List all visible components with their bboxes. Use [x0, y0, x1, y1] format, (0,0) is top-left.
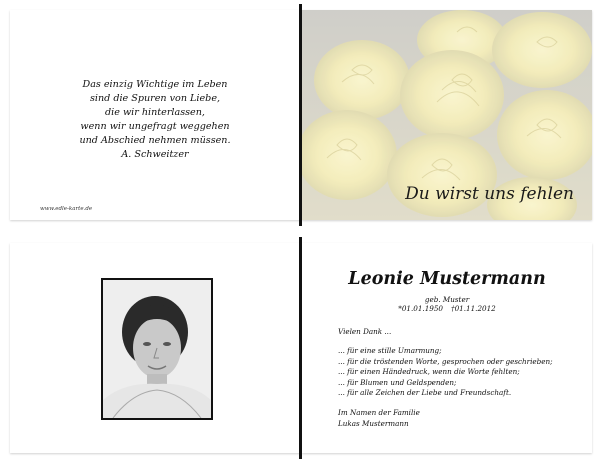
- poem-author: A. Schweitzer: [121, 149, 189, 160]
- death-date: †01.11.2012: [451, 304, 496, 313]
- life-dates: [302, 304, 592, 313]
- poem-line: sind die Spuren von Liebe,: [89, 93, 221, 104]
- fold-line-bottom: [299, 237, 302, 459]
- poem-line: wenn wir ungefragt weggehen: [80, 121, 230, 132]
- fold-line-top: [299, 4, 302, 226]
- poem: [10, 78, 300, 162]
- thanks-item: ... für eine stille Umarmung;: [338, 346, 442, 355]
- maiden-name: geb. Muster: [424, 295, 470, 304]
- signature-block: [338, 408, 420, 429]
- poem-line: die wir hinterlassen,: [105, 107, 205, 118]
- thanks-item: ... für alle Zeichen der Liebe und Freundschaft.: [338, 388, 512, 397]
- signer-name: Lukas Mustermann: [338, 418, 409, 428]
- thanks-item: ... für einen Händedruck, wenn die Worte fehlten;: [338, 367, 520, 376]
- poem-line: Das einzig Wichtige im Leben: [82, 79, 228, 90]
- portrait-image: [103, 280, 211, 418]
- birth-date: *01.01.1950: [398, 304, 443, 313]
- cover-tagline: Du wirst uns fehlen: [405, 184, 574, 204]
- website-credit: www.edle-karte.de: [40, 206, 93, 212]
- thanks-item: ... für die tröstenden Worte, gesprochen oder geschrieben;: [338, 356, 553, 366]
- inner-poem-page: [10, 10, 300, 220]
- cover-page: [302, 10, 592, 220]
- portrait-photo: [101, 278, 213, 420]
- poem-line: und Abschied nehmen müssen.: [79, 135, 231, 146]
- photo-page: [10, 243, 300, 453]
- signoff-line: Im Namen der Familie: [338, 408, 420, 417]
- thanks-heading: Vielen Dank ...: [338, 327, 392, 336]
- deceased-name: Leonie Mustermann: [348, 269, 546, 289]
- thanks-item: ... für Blumen und Geldspenden;: [338, 377, 457, 387]
- thanks-list: [338, 346, 553, 399]
- obituary-page: [302, 243, 592, 453]
